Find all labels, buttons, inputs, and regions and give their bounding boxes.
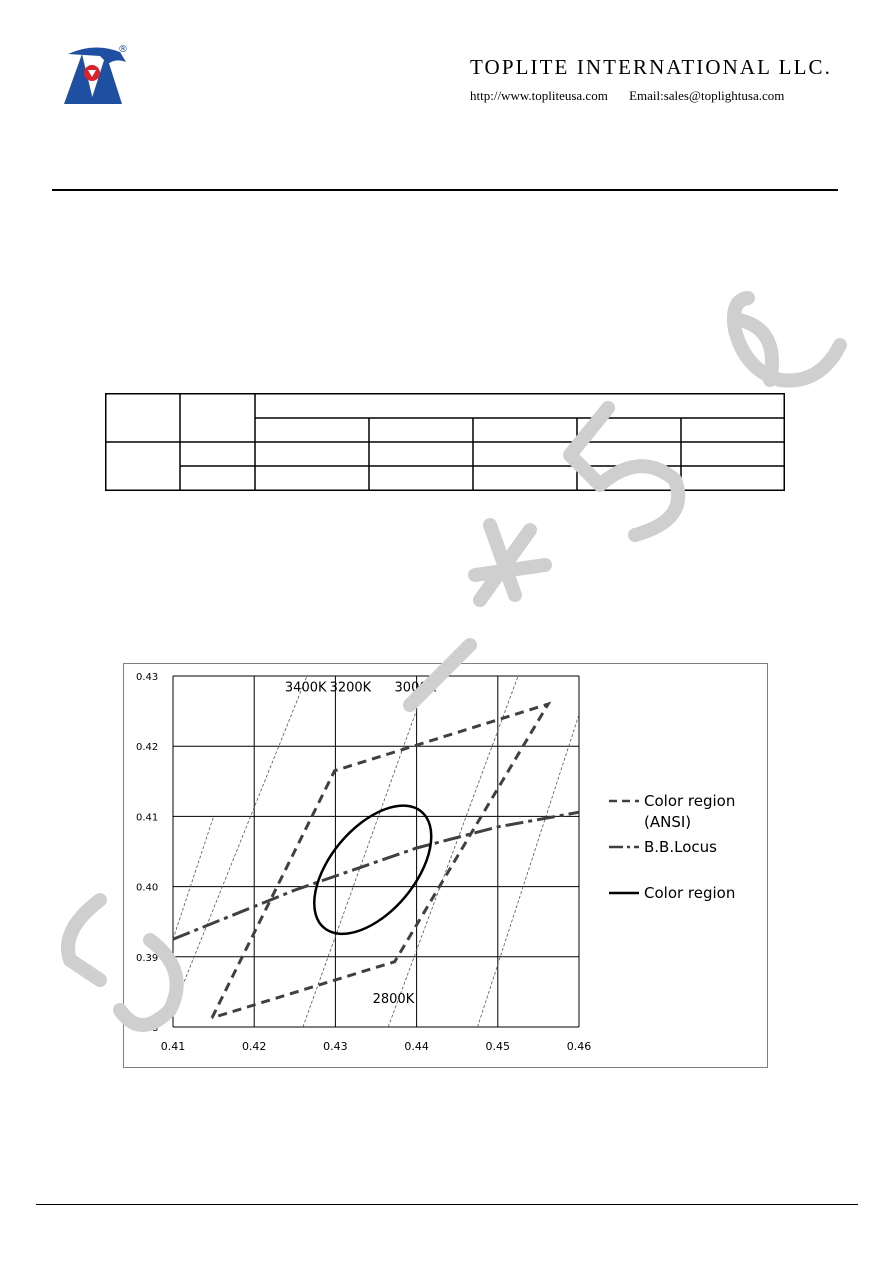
- company-website[interactable]: http://www.topliteusa.com: [470, 88, 608, 103]
- y-tick-label: 0.41: [136, 812, 159, 824]
- header-rule: [52, 189, 838, 191]
- legend-label: B.B.Locus: [644, 838, 717, 856]
- watermark-stroke-star: [475, 525, 545, 600]
- chromaticity-chart: [123, 663, 768, 1068]
- isotherm-line: [303, 676, 429, 1027]
- x-tick-label: 0.44: [404, 1040, 429, 1053]
- y-tick-label: 0.39: [136, 952, 159, 964]
- x-tick-label: 0.43: [323, 1040, 348, 1053]
- company-contact: [470, 88, 802, 104]
- x-tick-label: 0.42: [241, 1040, 267, 1053]
- legend-label: Color region: [644, 884, 736, 902]
- isotherm-line: [478, 715, 580, 1027]
- company-email[interactable]: Email:sales@toplightusa.com: [629, 88, 785, 103]
- isotherm-line: [173, 816, 214, 939]
- cct-label: 2800K: [372, 992, 415, 1008]
- registered-mark: ®: [118, 44, 128, 55]
- x-tick-label: 0.46: [566, 1040, 592, 1053]
- y-tick-label: 0.38: [136, 1023, 159, 1034]
- y-tick-label: 0.43: [136, 672, 159, 683]
- x-tick-label: 0.41: [160, 1040, 186, 1053]
- y-tick-label: 0.42: [136, 742, 159, 754]
- company-logo: [60, 40, 135, 106]
- y-tick-label: 0.40: [136, 882, 159, 894]
- chart-svg: [124, 664, 769, 1069]
- company-name: TOPLITE INTERNATIONAL LLC.: [470, 55, 832, 79]
- legend-label-line2: (ANSI): [644, 813, 692, 831]
- spec-table: [105, 393, 785, 491]
- cct-label: 3200K: [329, 680, 372, 696]
- x-tick-label: 0.45: [485, 1040, 511, 1053]
- legend-label: Color region: [644, 792, 736, 810]
- cct-label: 3400K: [284, 680, 327, 696]
- cct-label: 3000K: [394, 680, 437, 696]
- footer-rule: [36, 1204, 858, 1205]
- series-bb-locus: [173, 812, 579, 939]
- watermark-stroke-amp: [734, 298, 840, 381]
